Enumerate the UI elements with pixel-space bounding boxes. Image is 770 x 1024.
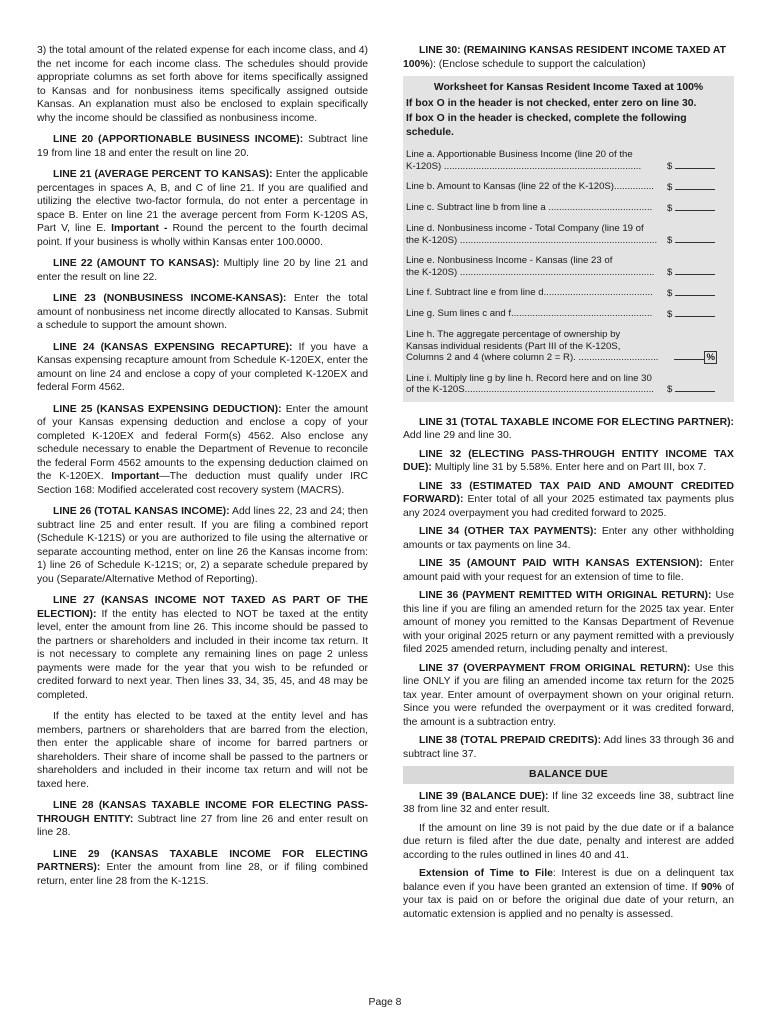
worksheet-row-c: Line c. Subtract line b from line a ....................................... $: [406, 202, 731, 214]
line-27-barred-paragraph: If the entity has elected to be taxed at the entity level and has members, partners or shareholders that are barred from the election, then enter the applicable share of income for barred partners or shareholders. Their share of income shall be passed to the partners or shareholders and included in their income tax return and will not be taxed here.: [37, 711, 368, 790]
worksheet-note-checked: If box O in the header is checked, complete the following schedule.: [406, 113, 687, 138]
intro-paragraph: 3) the total amount of the related expense for each income class, and 4) the net income for each income class. The schedules should provide appropriate columns as set forth above for items specifically assigned to Kansas and for nonbusiness items specifically assigned outside Kansas. An explanation must also be enclosed to explain specifically why the income should be classified as nonbusiness income.: [37, 45, 368, 124]
balance-due-heading: BALANCE DUE: [403, 766, 734, 784]
line-39-penalty-paragraph: If the amount on line 39 is not paid by the due date or if a balance due return is filed after the due date, penalty and interest are added according to the rules outlined in lines 40 and 41.: [403, 822, 734, 861]
amount-field[interactable]: $: [665, 201, 717, 215]
worksheet-box: [403, 76, 734, 402]
line-26-paragraph: LINE 26 (TOTAL KANSAS INCOME): Add lines 22, 23 and 24; then subtract line 25 and enter result. If you are filing a combined report (Schedule K-121S) or you are authorized to file using the alternative or separate accounting method, enter on line 26 the Kansas income from: 1) line 26 of Schedule K-121S; or, 2) a separate schedule prepared by you (Separate/Alternative Method of Reporting).: [37, 506, 368, 585]
line-21-paragraph: LINE 21 (AVERAGE PERCENT TO KANSAS): Enter the applicable percentages in spaces A, B, and C of line 21. If you are qualified and utilizing the elective two-factor formula, do not enter a percentage in space B. Enter on line 21 the average percent from Form K-120S AS, Part V, line E. Important - Round the percent to the fourth decimal point. If your business is wholly within Kansas enter 100.0000.: [37, 169, 369, 248]
line-22-paragraph: LINE 22 (AMOUNT TO KANSAS): Multiply line 20 by line 21 and enter the result on line 22.: [37, 258, 368, 283]
line-30-paragraph: LINE 30: (REMAINING KANSAS RESIDENT INCOME TAXED AT 100%): (Enclose schedule to support the calculation): [403, 45, 726, 70]
line-20-paragraph: LINE 20 (APPORTIONABLE BUSINESS INCOME): Subtract line 19 from line 18 and enter the result on line 20.: [37, 134, 368, 159]
amount-field[interactable]: $: [665, 265, 717, 279]
line-31-paragraph: LINE 31 (TOTAL TAXABLE INCOME FOR ELECTING PARTNER): Add line 29 and line 30.: [403, 416, 734, 441]
line-32-paragraph: LINE 32 (ELECTING PASS-THROUGH ENTITY INCOME TAX DUE): Multiply line 31 by 5.58%. Enter here and on Part III, box 7.: [403, 448, 734, 473]
amount-field[interactable]: $: [665, 180, 717, 194]
line-28-paragraph: LINE 28 (KANSAS TAXABLE INCOME FOR ELECTING PASS-THROUGH ENTITY: Subtract line 27 from line 26 and enter result on line 28.: [37, 800, 368, 838]
worksheet-row-d: Line d. Nonbusiness income - Total Company (line 19 of the K-120S) .......................................................................... $: [406, 223, 731, 246]
worksheet-note-unchecked: If box O in the header is not checked, enter zero on line 30.: [406, 97, 697, 109]
worksheet-row-a: Line a. Apportionable Business Income (line 20 of the K-120S) .......................................................................... $: [406, 149, 731, 172]
worksheet-row-i: Line i. Multiply line g by line h. Record here and on line 30 of the K-120S....................................................................... $: [406, 373, 731, 396]
page-number: Page 8: [368, 997, 402, 1008]
amount-field[interactable]: $: [665, 307, 717, 321]
line-33-paragraph: LINE 33 (ESTIMATED TAX PAID AND AMOUNT CREDITED FORWARD): Enter total of all your 2025 estimated tax payments plus any 2024 overpayment you had credited forward to 2025.: [403, 480, 734, 519]
amount-field[interactable]: $: [665, 382, 717, 396]
line-25-paragraph: LINE 25 (KANSAS EXPENSING DEDUCTION): Enter the amount of your Kansas expensing deduction and enclose a copy of your completed K-120EX and federal Form(s) 4562. Also enclose any schedule necessary to enable the Department of Revenue to reconcile the federal Form 4562 amounts to the expensing deduction claimed on the K-120EX. Important—The deduction must qualify under IRC Section 168: Modified accelerated cost recovery system (MACRS).: [37, 403, 368, 496]
line-36-paragraph: LINE 36 (PAYMENT REMITTED WITH ORIGINAL RETURN): Use this line if you are filing an amended return for the 2025 tax year. Enter amount of money you remitted to the Kansas Department of Revenue with your original 2025 return or any payment remitted with a previously filed 2025 amended return, including penalty and interest.: [403, 590, 734, 655]
percent-field[interactable]: %: [674, 350, 717, 364]
extension-paragraph: Extension of Time to File: Interest is due on a delinquent tax balance even if you have been granted an extension of time. If 90% of your tax is paid on or before the original due date of your return, an automatic extension is applied and no penalty is assessed.: [403, 868, 734, 920]
worksheet-title: Worksheet for Kansas Resident Income Taxed at 100%: [433, 82, 704, 93]
worksheet-row-g: Line g. Sum lines c and f..................................................... $: [406, 308, 731, 320]
line-34-paragraph: LINE 34 (OTHER TAX PAYMENTS): Enter any other withholding amounts or tax payments on line 34.: [403, 526, 734, 551]
line-29-paragraph: LINE 29 (KANSAS TAXABLE INCOME FOR ELECTING PARTNERS): Enter the amount from line 28, or if filing combined return, enter line 28 from the K-121S.: [37, 848, 368, 887]
left-column: [37, 44, 368, 896]
line-24-paragraph: LINE 24 (KANSAS EXPENSING RECAPTURE): If you have a Kansas expensing recapture amount from Schedule K-120EX, enter the amount on line 24 and enclose a copy of your completed K-120EX and federal Form 4562.: [37, 341, 368, 393]
line-37-paragraph: LINE 37 (OVERPAYMENT FROM ORIGINAL RETURN): Use this line ONLY if you are filing an amended income tax return for the 2025 tax year. Enter amount of overpayment shown on your original return. Since you were refunded the overpayment or it was credited forward, the amount is a subtraction entry.: [403, 662, 734, 728]
worksheet-row-h: Line h. The aggregate percentage of ownership by Kansas individual residents (Part III of the K-120S, Columns 2 and 4 (where column 2 = R). .............................. %: [406, 329, 715, 363]
worksheet-row-f: Line f. Subtract line e from line d......................................... $: [406, 287, 731, 299]
line-38-paragraph: LINE 38 (TOTAL PREPAID CREDITS): Add lines 33 through 36 and subtract line 37.: [403, 735, 734, 760]
line-23-paragraph: LINE 23 (NONBUSINESS INCOME-KANSAS): Enter the total amount of nonbusiness net income directly allocated to Kansas. Submit a schedule to support the amount shown.: [37, 293, 368, 331]
worksheet-row-b: Line b. Amount to Kansas (line 22 of the K-120S)............... $: [406, 181, 731, 193]
worksheet-row-e: Line e. Nonbusiness Income - Kansas (line 23 of the K-120S) ......................................................................... $: [406, 255, 731, 278]
amount-field[interactable]: $: [665, 286, 717, 300]
amount-field[interactable]: $: [665, 159, 717, 173]
line-27-paragraph: LINE 27 (KANSAS INCOME NOT TAXED AS PART OF THE ELECTION): If the entity has elected to NOT be taxed at the entity level, enter the amount from line 26. This income should be passed to the partners or shareholders and included in their income tax return. It is not necessary to complete any remaining lines on page 2 unless payments were made for the year that you wish to be refunded or credited forward to next year. Then lines 33, 34, 35, 45, and 48 may be completed.: [37, 595, 368, 701]
amount-field[interactable]: $: [665, 233, 717, 247]
line-35-paragraph: LINE 35 (AMOUNT PAID WITH KANSAS EXTENSION): Enter amount paid with your request for an extension of time to file.: [403, 558, 734, 583]
right-column: [403, 44, 734, 926]
line-39-paragraph: LINE 39 (BALANCE DUE): If line 32 exceeds line 38, subtract line 38 from line 32 and enter result.: [403, 790, 734, 815]
